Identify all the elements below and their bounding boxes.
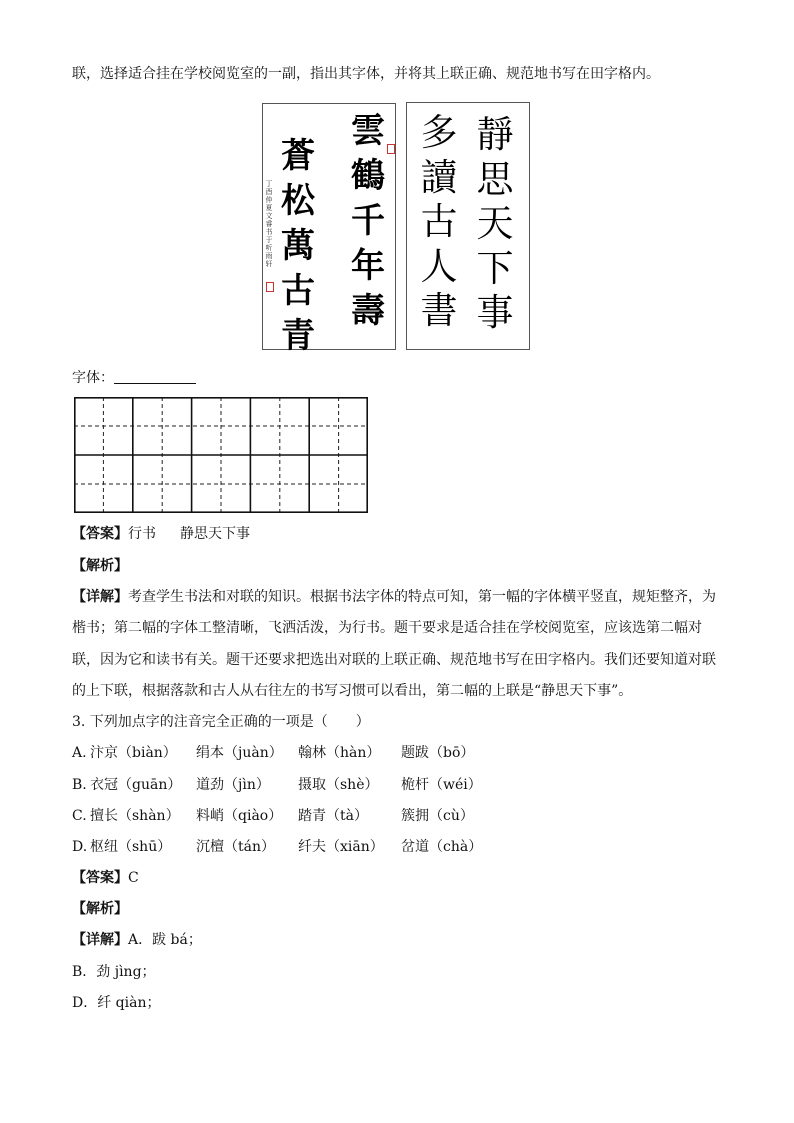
analysis-3-tag: 【解析】: [72, 901, 128, 917]
detail-tag: 【详解】: [72, 932, 128, 948]
option-item: 枢纽（shū）: [90, 839, 172, 855]
option-item: 岔道（chà）: [401, 839, 483, 855]
option-a[interactable]: [72, 743, 474, 763]
couplet-1-left-column: [278, 134, 318, 359]
couplet-2-char: 古: [420, 200, 458, 243]
couplet-image-2: [406, 102, 530, 350]
detail-1-line: 联，因为它和读书有关。题干还要求把选出对联的上联正确、规范地书写在田字格内。我们还要知道对联: [72, 652, 716, 668]
detail-1-line: [72, 587, 716, 607]
couplet-1-right-column: [348, 109, 388, 334]
option-item: 道劲（jìn）: [196, 777, 270, 793]
couplet-1-char: 松: [281, 181, 315, 221]
answer-tag: 【答案】: [72, 526, 128, 542]
couplet-2-char: 人: [420, 244, 458, 288]
analysis-1-tag: 【解析】: [72, 558, 128, 574]
couplet-1-char: 千: [351, 201, 385, 241]
couplet-2-right-column: [471, 113, 519, 336]
option-label: D.: [72, 839, 88, 855]
answer-tag: 【答案】: [72, 870, 128, 886]
seal-icon: [266, 282, 274, 292]
answer-3-line: [72, 868, 139, 888]
intro-line: 联，选择适合挂在学校阅览室的一副，指出其字体，并将其上联正确、规范地书写在田字格内。: [72, 66, 660, 82]
option-item: 汴京（biàn）: [90, 745, 177, 761]
answer-1-couplet: 静思天下事: [180, 526, 250, 542]
detail-3-line: B．劲 jìng；: [72, 964, 156, 980]
option-c[interactable]: [72, 806, 474, 826]
option-item: 绢本（juàn）: [196, 745, 283, 761]
font-prompt-label: 字体：: [72, 370, 114, 386]
font-prompt-line: [72, 368, 196, 388]
option-label: C.: [72, 808, 87, 824]
option-item: 纤夫（xiān）: [298, 839, 384, 855]
option-d[interactable]: [72, 837, 482, 857]
option-label: B.: [72, 777, 87, 793]
couplet-2-char: 多: [420, 111, 458, 154]
answer-3-value: C: [128, 870, 139, 886]
option-item: 题跋（bō）: [401, 745, 475, 761]
seal-icon: [387, 144, 395, 154]
tianzige-grid[interactable]: [74, 397, 368, 513]
couplet-2-char: 書: [420, 289, 458, 332]
detail-3-line: [72, 930, 202, 950]
couplet-1-char: 雲: [351, 111, 385, 151]
answer-1-font: 行书: [128, 526, 156, 542]
couplet-image-1: [262, 103, 396, 356]
option-b[interactable]: [72, 775, 482, 795]
couplet-1-char: 青: [281, 316, 315, 356]
couplet-1-inscription: 丁酉仲夏文睿书于听雨轩: [265, 180, 273, 268]
question-3: 3. 下列加点字的注音完全正确的一项是（ ）: [72, 714, 370, 730]
detail-tag: 【详解】: [72, 589, 128, 605]
detail-1-line: 楷书；第二幅的字体工整清晰，飞洒活泼，为行书。题干要求是适合挂在学校阅览室，应该选第二幅对: [72, 620, 702, 636]
answer-1-line: [72, 524, 250, 544]
option-item: 摄取（shè）: [298, 777, 379, 793]
option-item: 衣冠（guān）: [90, 777, 182, 793]
couplet-1-char: 蒼: [281, 136, 315, 176]
option-item: 簇拥（cù）: [401, 808, 474, 824]
couplet-1-char: 古: [281, 271, 315, 311]
option-item: 擅长（shàn）: [90, 808, 180, 824]
detail-3-line: D．纤 qiàn；: [72, 995, 161, 1011]
couplet-2-char: 下: [476, 246, 514, 290]
detail-3-text: A．跋 bá；: [128, 932, 202, 948]
couplet-2-char: 事: [476, 291, 514, 334]
font-answer-blank[interactable]: [114, 369, 196, 384]
couplet-2-left-column: [415, 111, 463, 334]
couplet-1-char: 年: [351, 246, 385, 286]
couplet-1-char: 萬: [281, 226, 315, 266]
option-label: A.: [72, 745, 87, 761]
option-item: 翰林（hàn）: [298, 745, 381, 761]
option-item: 料峭（qiào）: [196, 808, 283, 824]
couplet-1-char: 壽: [351, 291, 385, 331]
couplet-1-char: 鶴: [351, 156, 385, 196]
option-item: 桅杆（wéi）: [401, 777, 482, 793]
couplet-2-char: 讀: [420, 155, 458, 199]
detail-1-text: 考查学生书法和对联的知识。根据书法字体的特点可知，第一幅的字体横平竖直，规矩整齐，为: [128, 589, 716, 605]
couplet-2-char: 思: [476, 157, 514, 201]
couplet-2-char: 天: [476, 202, 514, 245]
detail-1-line: 的上下联，根据落款和古人从右往左的书写习惯可以看出，第二幅的上联是“静思天下事”。: [72, 683, 633, 699]
couplet-2-char: 靜: [476, 113, 514, 156]
option-item: 沉檀（tán）: [196, 839, 275, 855]
option-item: 踏青（tà）: [298, 808, 368, 824]
